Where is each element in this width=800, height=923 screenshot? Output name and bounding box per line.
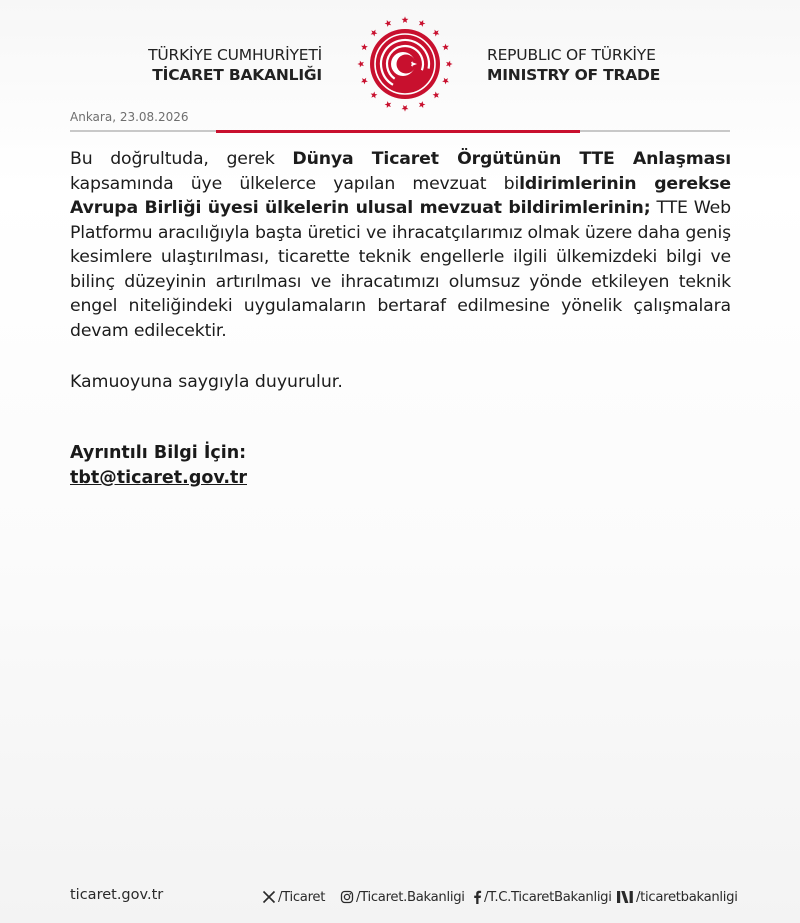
seal-star [442,78,449,85]
header-left-line2: TİCARET BAKANLIĞI [152,66,322,84]
seal-star [385,20,392,27]
ministry-seal-logo [355,14,455,114]
para-text-2: kapsamında üye ülkelerce yapılan mevzuat bi [70,173,520,194]
nsosyal-handle: /ticaretbakanligi [636,889,738,905]
seal-star [402,105,409,112]
x-icon [262,890,276,904]
x-handle: /Ticaret [278,889,326,905]
instagram-icon [340,890,354,904]
seal-star [419,101,426,108]
para-text-1: Bu doğrultuda, gerek [70,149,293,169]
header-right-line1: REPUBLIC OF TÜRKİYE [487,46,656,64]
facebook-handle: /T.C.TicaretBakanligi [484,889,612,905]
header-right-line2: MINISTRY OF TRADE [487,66,661,84]
seal-star [433,30,440,37]
footer-facebook-link[interactable] [472,887,612,907]
contact-label: Ayrıntılı Bilgi İçin: [70,443,247,463]
date-location: Ankara, 23.08.2026 [70,110,189,124]
footer-website-link[interactable]: ticaret.gov.tr [70,887,164,903]
footer-instagram-link[interactable] [340,887,465,907]
header-left-line1: TÜRKİYE CUMHURİYETİ [148,46,322,64]
seal-star [419,20,426,27]
seal-star [433,92,440,99]
footer-nsosyal-link[interactable] [616,887,738,907]
para-bold-1: Dünya Ticaret Örgütünün TTE Anlaşması [292,149,731,169]
seal-star [371,92,378,99]
announcement-paragraph [70,147,731,343]
header-title-turkish [148,45,322,85]
instagram-handle: /Ticaret.Bakanligi [356,889,465,905]
closing-line: Kamuoyuna saygıyla duyurulur. [70,372,343,392]
footer-x-link[interactable] [262,887,325,907]
facebook-icon [472,890,482,904]
seal-star [361,78,368,85]
seal-star [371,30,378,37]
para-bold-2: ldirimlerinin gerekse Avrupa Birliği üyesi ülkelerin ulusal mevzuat bildirimlerinin; [70,173,731,218]
seal-star [361,44,368,51]
seal-star [357,61,364,68]
para-text-3: TTE Web Platformu aracılığıyla başta üretici ve ihracatçılarımız olmak üzere daha geniş kesimlere ulaştırılması, ticarette teknik engellerle ilgili ülkemizdeki bilgi ve bilinç düzeyinin artırılması ve ihracatımızı olumsuz yönde etkileyen teknik engel niteliğindeki uygulamaların bertaraf edilmesine yönelik çalışmalara devam edilecektir. [70,198,731,341]
nsosyal-icon [616,890,634,904]
contact-email-link[interactable]: tbt@ticaret.gov.tr [70,468,247,488]
seal-star [385,101,392,108]
seal-star [442,44,449,51]
seal-star [402,16,409,23]
header-title-english [487,45,660,85]
header-accent-divider [216,130,580,133]
seal-star [446,61,453,68]
